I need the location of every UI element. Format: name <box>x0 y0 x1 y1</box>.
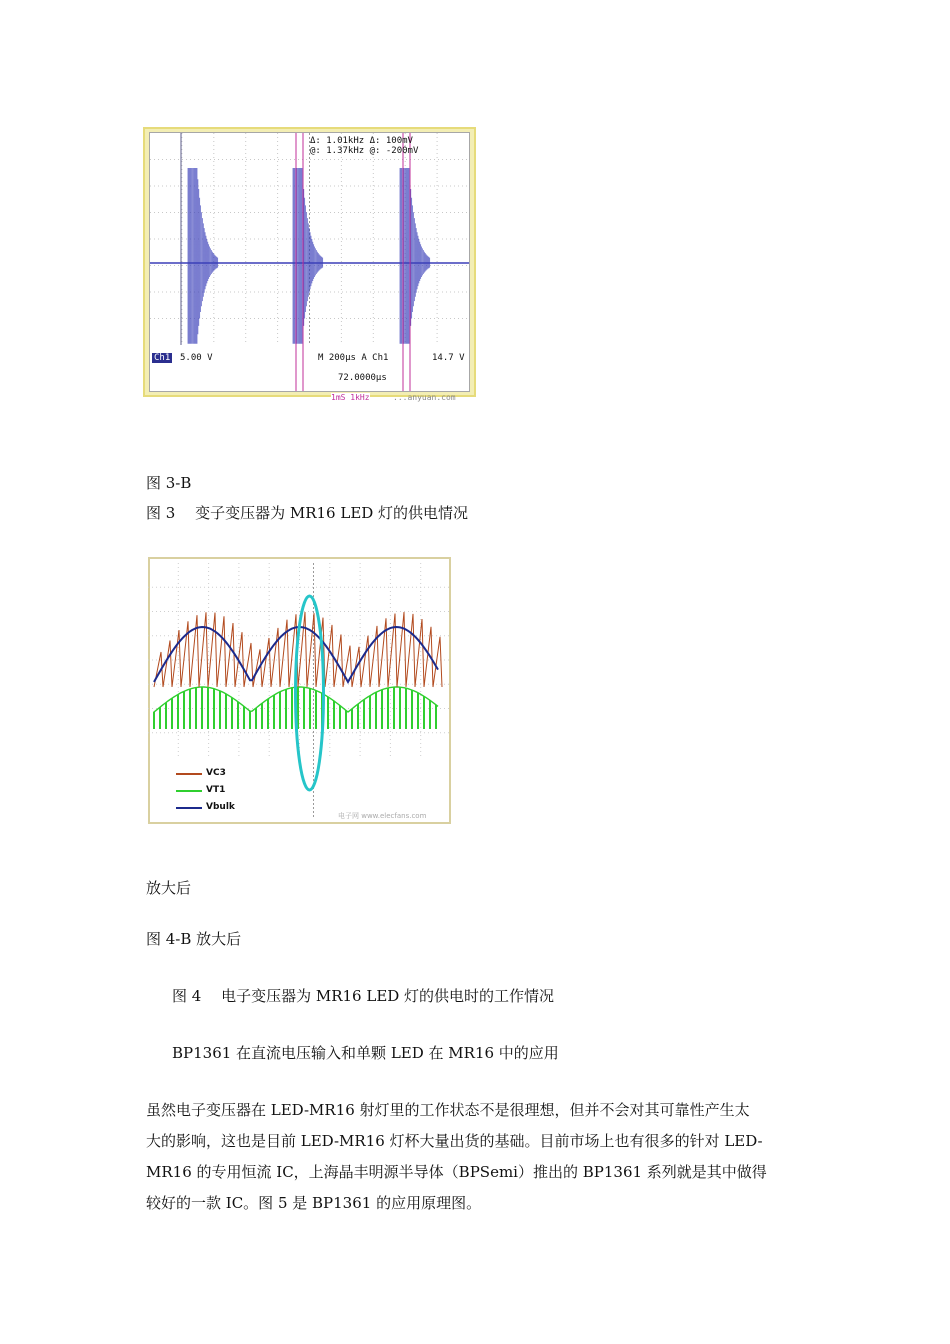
oscilloscope-figure-4 <box>148 557 451 824</box>
body-line: MR16 的专用恒流 IC，上海晶丰明源半导体（BPSemi）推出的 BP1361 系列就是其中做得 <box>146 1163 767 1181</box>
scope-waveforms <box>148 557 451 824</box>
legend-vbulk: Vbulk <box>206 802 235 812</box>
legend-vc3: VC3 <box>206 768 226 778</box>
caption-figure-4: 图 4 电子变压器为 MR16 LED 灯的供电时的工作情况 <box>172 987 555 1005</box>
trigger-level: 14.7 V <box>432 353 465 363</box>
caption-figure-3: 图 3 变子变压器为 MR16 LED 灯的供电情况 <box>146 504 469 522</box>
body-line: 大的影响，这也是目前 LED-MR16 灯杯大量出货的基础。目前市场上也有很多的针对 LED- <box>146 1132 763 1150</box>
watermark: ...anyuan.com <box>393 393 456 402</box>
body-line: 较好的一款 IC。图 5 是 BP1361 的应用原理图。 <box>146 1194 482 1212</box>
burst-trace <box>400 168 430 344</box>
caption-figure-4b: 图 4-B 放大后 <box>146 930 242 948</box>
trigger-position: 72.0000µs <box>338 373 387 383</box>
legend-vt1: VT1 <box>206 785 226 795</box>
period-annotation: 1mS 1kHz <box>331 393 370 402</box>
oscilloscope-figure-3b <box>143 127 476 402</box>
section-title: BP1361 在直流电压输入和单颗 LED 在 MR16 中的应用 <box>172 1044 559 1062</box>
timebase-trigger: M 200µs A Ch1 <box>318 353 389 363</box>
volts-per-div: 5.00 V <box>180 353 213 363</box>
measurement-line-1: Δ: 1.01kHz Δ: 100mV <box>310 136 413 146</box>
scope-screen <box>149 132 470 392</box>
watermark: 电子网 www.elecfans.com <box>338 812 427 820</box>
measurement-line-2: @: 1.37kHz @: -200mV <box>310 146 419 156</box>
channel-badge: Ch1 <box>154 353 171 363</box>
caption-zoomed: 放大后 <box>146 879 192 897</box>
body-paragraph <box>146 1095 811 1219</box>
burst-trace <box>188 168 218 344</box>
burst-trace <box>293 168 323 344</box>
body-line: 虽然电子变压器在 LED-MR16 射灯里的工作状态不是很理想，但并不会对其可靠性产生太 <box>146 1101 750 1119</box>
caption-figure-3b: 图 3-B <box>146 474 192 492</box>
